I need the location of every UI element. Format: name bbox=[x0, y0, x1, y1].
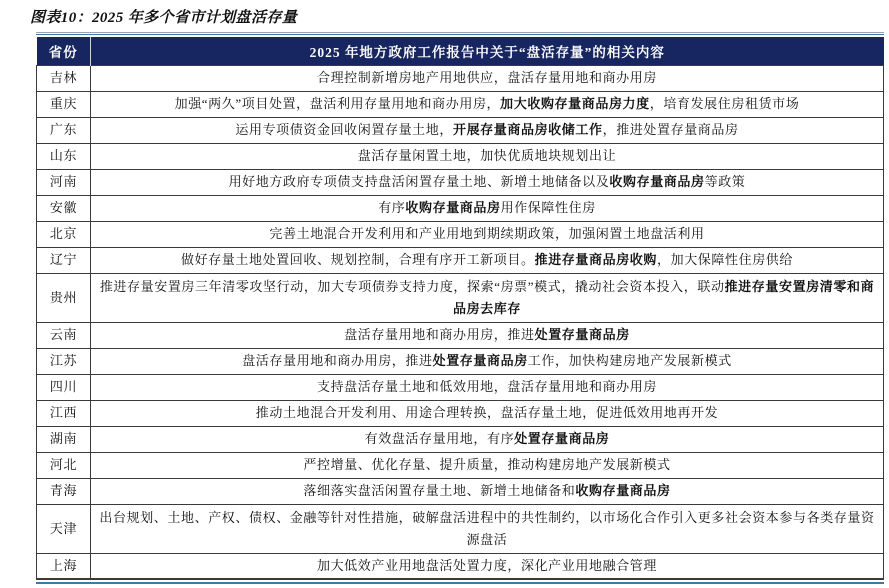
province-cell: 青海 bbox=[37, 478, 91, 504]
content-segment: 加强“两久”项目处置，盘活利用存量用地和商办用房， bbox=[174, 96, 501, 111]
table-row bbox=[37, 478, 884, 504]
province-cell: 辽宁 bbox=[37, 247, 91, 273]
table-row bbox=[37, 322, 884, 348]
header-row bbox=[37, 37, 884, 65]
table-row bbox=[37, 400, 884, 426]
province-cell: 吉林 bbox=[37, 65, 91, 91]
content-segment: 盘活存量用地和商办用房，推进 bbox=[344, 327, 535, 342]
province-cell: 河北 bbox=[37, 452, 91, 478]
content-segment: 等政策 bbox=[704, 174, 746, 189]
content-segment: 加大低效产业用地盘活处置力度，深化产业用地融合管理 bbox=[316, 557, 657, 573]
content-segment: 有序 bbox=[378, 200, 406, 215]
content-segment: 开展存量商品房收储工作 bbox=[452, 122, 603, 137]
content-cell bbox=[91, 478, 884, 504]
table-container bbox=[36, 32, 884, 584]
table-row bbox=[37, 426, 884, 452]
content-segment: 处置存量商品房 bbox=[514, 431, 610, 446]
content-segment: 做好存量土地处置回收、规划控制，合理有序开工新项目。 bbox=[180, 252, 535, 267]
province-cell: 天津 bbox=[37, 504, 91, 553]
table-row bbox=[37, 65, 884, 91]
content-segment: 处置存量商品房 bbox=[534, 327, 630, 342]
content-cell bbox=[91, 195, 884, 221]
table-row bbox=[37, 247, 884, 273]
table-row bbox=[37, 195, 884, 221]
content-cell bbox=[91, 553, 884, 579]
province-cell: 重庆 bbox=[37, 91, 91, 117]
content-segment: 收购存量商品房 bbox=[609, 174, 705, 189]
province-cell: 湖南 bbox=[37, 426, 91, 452]
content-segment: 处置存量商品房 bbox=[432, 353, 528, 368]
content-segment: 合理控制新增房地产用地供应，盘活存量用地和商办用房 bbox=[316, 70, 657, 85]
content-segment: 出台规划、土地、产权、债权、金融等针对性措施，破解盘活进程中的共性制约，以市场化合作引入更多社会资本参与各类存量资源盘活 bbox=[99, 509, 875, 547]
content-segment: 支持盘活存量土地和低效用地，盘活存量用地和商办用房 bbox=[316, 379, 657, 394]
province-cell: 广东 bbox=[37, 117, 91, 143]
content-segment: ，推进处置存量商品房 bbox=[602, 122, 739, 137]
content-segment: 运用专项债资金回收闲置存量土地， bbox=[235, 122, 453, 137]
content-cell bbox=[91, 169, 884, 195]
top-accent-line bbox=[36, 32, 884, 35]
header-cell-province: 省份 bbox=[37, 37, 91, 65]
provinces-table bbox=[36, 37, 884, 580]
table-row bbox=[37, 553, 884, 579]
content-segment: 推动土地混合开发利用、用途合理转换，盘活存量土地，促进低效用地再开发 bbox=[255, 405, 719, 420]
content-segment: 推进存量安置房三年清零攻坚行动，加大专项债券支持力度，探索“房票”模式，撬动社会资本投入，联动 bbox=[99, 278, 725, 294]
content-cell bbox=[91, 273, 884, 322]
content-segment: ，加大保障性住房供给 bbox=[657, 252, 794, 267]
content-cell bbox=[91, 374, 884, 400]
content-cell bbox=[91, 426, 884, 452]
content-cell bbox=[91, 91, 884, 117]
table-row bbox=[37, 348, 884, 374]
header-cell-content: 2025 年地方政府工作报告中关于“盘活存量”的相关内容 bbox=[91, 37, 884, 65]
content-cell bbox=[91, 400, 884, 426]
content-segment: 严控增量、优化存量、提升质量，推动构建房地产发展新模式 bbox=[303, 457, 671, 472]
content-segment: 推进存量安置房清零和商品房去库存 bbox=[452, 278, 875, 316]
content-cell bbox=[91, 348, 884, 374]
province-cell: 四川 bbox=[37, 374, 91, 400]
province-cell: 河南 bbox=[37, 169, 91, 195]
province-cell: 江西 bbox=[37, 400, 91, 426]
province-cell: 山东 bbox=[37, 143, 91, 169]
province-cell: 贵州 bbox=[37, 273, 91, 322]
content-cell bbox=[91, 117, 884, 143]
table-body bbox=[37, 65, 884, 579]
province-cell: 江苏 bbox=[37, 348, 91, 374]
content-segment: 落细落实盘活闲置存量土地、新增土地储备和 bbox=[303, 483, 576, 498]
figure-title: 图表10：2025 年多个省市计划盘活存量 bbox=[30, 10, 298, 26]
content-segment: 完善土地混合开发利用和产业用地到期续期政策，加强闲置土地盘活利用 bbox=[269, 226, 705, 241]
content-segment: ，培育发展住房租赁市场 bbox=[649, 96, 800, 111]
table-row bbox=[37, 91, 884, 117]
content-segment: 盘活存量用地和商办用房，推进 bbox=[242, 353, 433, 368]
table-row bbox=[37, 504, 884, 553]
table-row bbox=[37, 117, 884, 143]
content-cell bbox=[91, 221, 884, 247]
content-segment: 有效盘活存量用地，有序 bbox=[364, 431, 515, 446]
content-cell bbox=[91, 322, 884, 348]
province-cell: 上海 bbox=[37, 553, 91, 579]
content-segment: 加大收购存量商品房力度 bbox=[500, 96, 650, 111]
content-segment: 工作，加快构建房地产发展新模式 bbox=[527, 353, 732, 368]
report-figure bbox=[0, 6, 889, 584]
table-row bbox=[37, 452, 884, 478]
table-row bbox=[37, 374, 884, 400]
content-cell bbox=[91, 65, 884, 91]
content-segment: 用好地方政府专项债支持盘活闲置存量土地、新增土地储备以及 bbox=[228, 174, 610, 189]
content-segment: 收购存量商品房 bbox=[575, 483, 671, 498]
table-row bbox=[37, 221, 884, 247]
table-row bbox=[37, 273, 884, 322]
province-cell: 安徽 bbox=[37, 195, 91, 221]
content-segment: 收购存量商品房 bbox=[405, 200, 501, 215]
content-cell bbox=[91, 504, 884, 553]
province-cell: 北京 bbox=[37, 221, 91, 247]
table-row bbox=[37, 169, 884, 195]
content-cell bbox=[91, 143, 884, 169]
content-cell bbox=[91, 452, 884, 478]
province-cell: 云南 bbox=[37, 322, 91, 348]
table-row bbox=[37, 143, 884, 169]
content-segment: 推进存量商品房收购 bbox=[534, 252, 657, 267]
content-cell bbox=[91, 247, 884, 273]
content-segment: 盘活存量闲置土地，加快优质地块规划出让 bbox=[357, 148, 617, 163]
content-segment: 用作保障性住房 bbox=[500, 200, 596, 215]
